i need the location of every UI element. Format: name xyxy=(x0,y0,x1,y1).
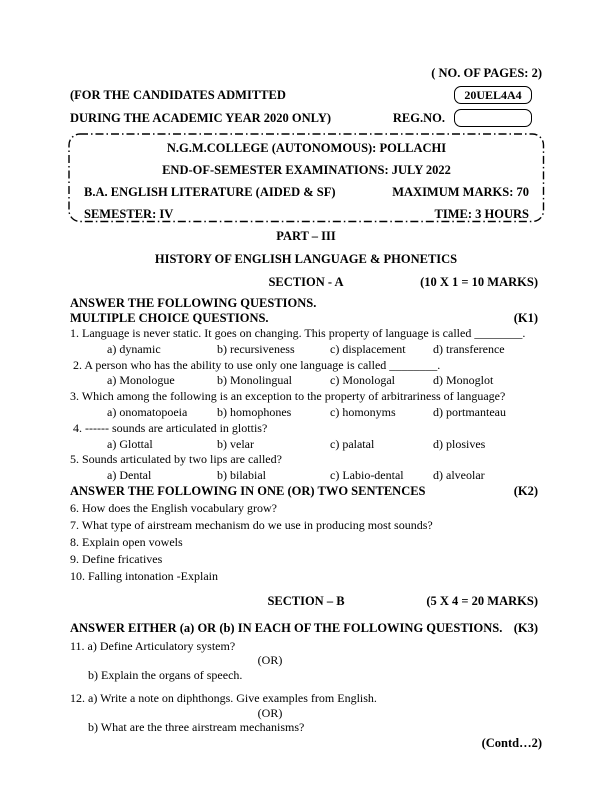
mcq-question-1: 1. Language is never static. It goes on changing. This property of language is called ________. xyxy=(70,326,526,340)
candidates-admitted-line1: (FOR THE CANDIDATES ADMITTED xyxy=(70,88,286,102)
semester-row xyxy=(68,203,545,225)
mcq-options-2 xyxy=(70,373,542,389)
option-b: b) homophones xyxy=(217,404,292,419)
section-b-instruction-row xyxy=(70,621,542,636)
option-d: d) Monoglot xyxy=(433,373,494,388)
option-b: b) recursiveness xyxy=(217,341,295,356)
mcq-question-3: 3. Which among the following is an exception to the property of arbitrariness of language? xyxy=(70,389,506,404)
regno-group xyxy=(393,109,542,127)
section-a-instruction2-row xyxy=(70,311,542,326)
regno-label: REG.NO. xyxy=(392,111,445,125)
part-title: PART – III xyxy=(276,229,336,243)
subject-title: HISTORY OF ENGLISH LANGUAGE & PHONETICS xyxy=(154,252,458,266)
short-question-8: 8. Explain open vowels xyxy=(70,534,183,549)
option-d: d) transference xyxy=(433,341,505,356)
question-11 xyxy=(70,639,542,683)
section-b-header xyxy=(70,593,542,609)
section-a-marks: (10 X 1 = 10 MARKS) xyxy=(420,275,538,289)
academic-year-row xyxy=(70,109,542,127)
question-12-or: (OR) xyxy=(257,705,283,720)
college-name: N.G.M.COLLEGE (AUTONOMOUS): POLLACHI xyxy=(166,141,447,155)
mcq-instruction: MULTIPLE CHOICE QUESTIONS. xyxy=(70,311,269,325)
short-question-list xyxy=(70,500,542,585)
k2-level-badge: (K2) xyxy=(513,483,538,498)
question-12b: b) What are the three airstream mechanisms? xyxy=(88,720,305,735)
question-12a: 12. a) Write a note on diphthongs. Give examples from English. xyxy=(70,691,377,706)
question-11b: b) Explain the organs of speech. xyxy=(88,667,243,682)
option-c: c) homonyms xyxy=(330,404,396,419)
option-c: c) palatal xyxy=(330,436,375,451)
mcq-question-2: 2. A person who has the ability to use only one language is called ________. xyxy=(70,357,441,372)
short-question-6: 6. How does the English vocabulary grow? xyxy=(70,500,277,515)
option-a: a) onomatopoeia xyxy=(107,404,188,419)
mcq-question-4: 4. ------ sounds are articulated in glottis? xyxy=(70,420,268,435)
page-content xyxy=(70,0,542,751)
mcq-options-3 xyxy=(70,405,542,421)
mcq-question-5: 5. Sounds articulated by two lips are called? xyxy=(70,452,282,467)
programme-row xyxy=(68,181,545,203)
short-answer-instruction: ANSWER THE FOLLOWING IN ONE (OR) TWO SENTENCES xyxy=(70,483,426,498)
section-b-instruction: ANSWER EITHER (a) OR (b) IN EACH OF THE FOLLOWING QUESTIONS. xyxy=(70,620,503,635)
question-11-or: (OR) xyxy=(257,653,283,668)
short-question-9: 9. Define fricatives xyxy=(70,551,163,566)
option-a: a) Glottal xyxy=(107,436,153,451)
question-12 xyxy=(70,691,542,735)
candidates-admitted-row xyxy=(70,86,542,104)
section-a-title: SECTION - A xyxy=(268,275,344,289)
max-marks: MAXIMUM MARKS: 70 xyxy=(392,185,529,199)
question-11a: 11. a) Define Articulatory system? xyxy=(70,638,236,653)
k3-level-badge: (K3) xyxy=(513,620,538,635)
regno-box xyxy=(454,109,532,127)
option-a: a) dynamic xyxy=(107,341,161,356)
option-b: b) velar xyxy=(217,436,254,451)
semester: SEMESTER: IV xyxy=(84,207,174,221)
course-code-box: 20UEL4A4 xyxy=(454,86,532,104)
mcq-options-5 xyxy=(70,468,542,484)
mcq-list xyxy=(70,326,542,484)
option-d: d) portmanteau xyxy=(433,404,506,419)
option-d: d) alveolar xyxy=(433,468,485,483)
short-answer-header-row xyxy=(70,484,542,500)
mcq-options-1 xyxy=(70,342,542,358)
exam-name: END-OF-SEMESTER EXAMINATIONS: JULY 2022 xyxy=(162,163,451,177)
exam-info-box xyxy=(68,133,545,223)
k1-level-badge: (K1) xyxy=(513,311,538,325)
option-a: a) Dental xyxy=(107,468,152,483)
short-question-10: 10. Falling intonation -Explain xyxy=(70,568,218,583)
pages-note: ( NO. OF PAGES: 2) xyxy=(431,66,542,80)
continued-note: (Contd…2) xyxy=(481,735,542,750)
option-d: d) plosives xyxy=(433,436,486,451)
section-a-header xyxy=(70,274,542,290)
section-a-instruction1: ANSWER THE FOLLOWING QUESTIONS. xyxy=(70,296,317,310)
programme-name: B.A. ENGLISH LITERATURE (AIDED & SF) xyxy=(84,185,336,199)
option-c: c) Monologal xyxy=(330,373,395,388)
short-question-7: 7. What type of airstream mechanism do we use in producing most sounds? xyxy=(70,517,433,532)
option-b: b) bilabial xyxy=(217,468,266,483)
section-b-title: SECTION – B xyxy=(267,593,345,608)
option-b: b) Monolingual xyxy=(217,373,292,388)
section-b-marks: (5 X 4 = 20 MARKS) xyxy=(426,593,538,608)
time-allowed: TIME: 3 HOURS xyxy=(434,207,529,221)
option-a: a) Monologue xyxy=(107,373,175,388)
academic-year-line: DURING THE ACADEMIC YEAR 2020 ONLY) xyxy=(70,111,332,125)
option-c: c) Labio-dental xyxy=(330,468,404,483)
mcq-options-4 xyxy=(70,437,542,453)
option-c: c) displacement xyxy=(330,341,406,356)
